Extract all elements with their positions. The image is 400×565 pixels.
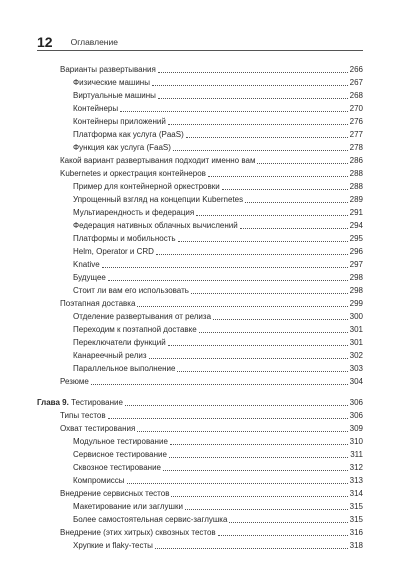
toc-page-number: 268: [349, 91, 363, 100]
toc-row: [73, 129, 363, 140]
toc-entry-title: Федерация нативных облачных вычислений: [73, 221, 238, 230]
dot-leader: [199, 332, 348, 333]
chapter-title: Тестирование: [71, 398, 123, 407]
dot-leader: [170, 444, 348, 445]
dot-leader: [185, 509, 348, 510]
header-rule: [37, 50, 363, 51]
dot-leader: [169, 457, 348, 458]
toc-row: [60, 410, 363, 421]
toc-page-number: 299: [349, 299, 363, 308]
toc-row: [60, 527, 363, 538]
toc-row: [73, 181, 363, 192]
toc-page-number: 297: [349, 260, 363, 269]
dot-leader: [91, 384, 348, 385]
toc-entry-title: Поэтапная доставка: [60, 299, 136, 308]
toc-row: [73, 220, 363, 231]
toc-entry-title: Пример для контейнерной оркестровки: [73, 182, 220, 191]
toc-entry-title: Компромиссы: [73, 476, 125, 485]
toc-entry-title: Сквозное тестирование: [73, 463, 162, 472]
toc-entry-title: Параллельное выполнение: [73, 364, 176, 373]
toc-row: [73, 285, 363, 296]
toc-page-number: 316: [349, 528, 363, 537]
dot-leader: [125, 405, 348, 406]
dot-leader: [208, 176, 348, 177]
dot-leader: [137, 431, 347, 432]
toc-row: [73, 337, 363, 348]
toc-page-number: 277: [349, 130, 363, 139]
dot-leader: [257, 163, 347, 164]
toc-page-number: 298: [349, 273, 363, 282]
toc-row: [73, 233, 363, 244]
toc-row: [73, 246, 363, 257]
toc-entry-title: Контейнеры: [73, 104, 119, 113]
dot-leader: [213, 319, 348, 320]
toc-entry-title: [37, 398, 123, 408]
toc-page-number: 309: [349, 424, 363, 433]
toc-entry-title: Отделение развертывания от релиза: [73, 312, 212, 321]
toc-row: [73, 436, 363, 447]
dot-leader: [102, 267, 348, 268]
toc-entry-title: Макетирование или заглушки: [73, 502, 183, 511]
toc-entry-title: Внедрение сервисных тестов: [60, 489, 170, 498]
toc-page-number: 270: [349, 104, 363, 113]
toc-page-number: 306: [349, 411, 363, 420]
toc-page-number: 291: [349, 208, 363, 217]
toc-page-number: 301: [349, 338, 363, 347]
toc-row: [73, 449, 363, 460]
dot-leader: [156, 254, 348, 255]
toc-row: [73, 90, 363, 101]
toc-entry-title: Виртуальные машины: [73, 91, 156, 100]
toc-page-number: 286: [349, 156, 363, 165]
toc-page-number: 310: [349, 437, 363, 446]
running-title: Оглавление: [70, 37, 118, 47]
toc-row: [73, 501, 363, 512]
dot-leader: [240, 228, 348, 229]
toc-row: [73, 475, 363, 486]
toc-page-number: 294: [349, 221, 363, 230]
dot-leader: [163, 470, 348, 471]
toc-page-number: 289: [349, 195, 363, 204]
toc-entry-title: Какой вариант развертывания подходит именно вам: [60, 156, 256, 165]
toc-entry-title: Внедрение (этих хитрых) сквозных тестов: [60, 528, 216, 537]
toc-page-number: 298: [349, 286, 363, 295]
dot-leader: [186, 137, 348, 138]
dot-leader: [168, 124, 348, 125]
dot-leader: [108, 418, 348, 419]
toc-row: [73, 272, 363, 283]
toc-entry-title: Kubernetes и оркестрация контейнеров: [60, 169, 206, 178]
toc-page-number: 288: [349, 182, 363, 191]
toc-page-number: 313: [349, 476, 363, 485]
toc-row: [73, 207, 363, 218]
toc-page-number: 312: [349, 463, 363, 472]
dot-leader: [120, 111, 348, 112]
toc-page-number: 318: [349, 541, 363, 550]
toc-row: [60, 423, 363, 434]
toc-entry-title: Сервисное тестирование: [73, 450, 167, 459]
toc-page-number: 300: [349, 312, 363, 321]
dot-leader: [152, 85, 348, 86]
chapter-label: Глава 9.: [37, 398, 69, 407]
toc-page-number: 266: [349, 65, 363, 74]
toc-chapter-row: [37, 397, 363, 408]
toc-row: [73, 462, 363, 473]
toc-page-number: 311: [350, 450, 363, 459]
toc-page-number: 314: [349, 489, 363, 498]
toc-entry-title: Хрупкие и flaky-тесты: [73, 541, 153, 550]
toc-row: [73, 311, 363, 322]
toc-row: [73, 116, 363, 127]
toc-entry-title: Мультиарендность и федерация: [73, 208, 195, 217]
toc-page-number: 296: [349, 247, 363, 256]
toc-page-number: 303: [349, 364, 363, 373]
toc-entry-title: Модульное тестирование: [73, 437, 168, 446]
toc-entry-title: Будущее: [73, 273, 106, 282]
toc-page-number: 276: [349, 117, 363, 126]
toc-entry-title: Контейнеры приложений: [73, 117, 166, 126]
toc-page-number: 315: [349, 502, 363, 511]
dot-leader: [137, 306, 347, 307]
toc-row: [73, 514, 363, 525]
dot-leader: [108, 280, 348, 281]
toc-page-number: 267: [349, 78, 363, 87]
toc-page-number: 288: [349, 169, 363, 178]
toc-page-number: 278: [349, 143, 363, 152]
toc-row: [73, 142, 363, 153]
toc-entry-title: Переключатели функций: [73, 338, 166, 347]
dot-leader: [127, 483, 348, 484]
toc-row: [73, 350, 363, 361]
dot-leader: [196, 215, 347, 216]
toc-row: [60, 488, 363, 499]
dot-leader: [149, 358, 348, 359]
toc-entry-title: Функция как услуга (FaaS): [73, 143, 171, 152]
toc-page-number: 315: [349, 515, 363, 524]
toc-row: [73, 363, 363, 374]
toc-page-number: 306: [349, 398, 363, 407]
toc-row: [60, 376, 363, 387]
toc-row: [60, 168, 363, 179]
toc-entry-title: Переходим к поэтапной доставке: [73, 325, 197, 334]
toc-row: [60, 298, 363, 309]
dot-leader: [155, 548, 348, 549]
toc-row: [73, 103, 363, 114]
dot-leader: [171, 496, 347, 497]
toc-row: [73, 194, 363, 205]
toc-entry-title: Более самостоятельная сервис-заглушка: [73, 515, 228, 524]
toc-row: [60, 64, 363, 75]
toc-entry-title: Физические машины: [73, 78, 150, 87]
toc-page-number: 301: [349, 325, 363, 334]
dot-leader: [245, 202, 348, 203]
toc-entry-title: Варианты развертывания: [60, 65, 156, 74]
dot-leader: [177, 371, 347, 372]
toc-row: [73, 540, 363, 551]
toc-entry-title: Стоит ли вам его использовать: [73, 286, 189, 295]
toc-row: [73, 259, 363, 270]
toc-entry-title: Knative: [73, 260, 100, 269]
toc-page-number: 302: [349, 351, 363, 360]
dot-leader: [168, 345, 348, 346]
toc-entry-title: Резюме: [60, 377, 89, 386]
page-header: [37, 34, 363, 50]
dot-leader: [218, 535, 348, 536]
page-number: 12: [37, 34, 53, 50]
toc-entry-title: Платформа как услуга (PaaS): [73, 130, 184, 139]
dot-leader: [158, 98, 348, 99]
dot-leader: [222, 189, 348, 190]
dot-leader: [191, 293, 348, 294]
toc-row: [73, 77, 363, 88]
dot-leader: [178, 241, 348, 242]
toc-row: [73, 324, 363, 335]
toc-entry-title: Типы тестов: [60, 411, 106, 420]
dot-leader: [173, 150, 348, 151]
toc-page-number: 304: [349, 377, 363, 386]
toc-entry-title: Helm, Operator и CRD: [73, 247, 154, 256]
toc-entry-title: Охват тестирования: [60, 424, 136, 433]
toc-row: [60, 155, 363, 166]
toc-entry-title: Упрощенный взгляд на концепции Kubernetes: [73, 195, 244, 204]
dot-leader: [229, 522, 347, 523]
toc-entry-title: Платформы и мобильность: [73, 234, 176, 243]
dot-leader: [158, 72, 348, 73]
toc-page-number: 295: [349, 234, 363, 243]
toc-entry-title: Канареечный релиз: [73, 351, 147, 360]
